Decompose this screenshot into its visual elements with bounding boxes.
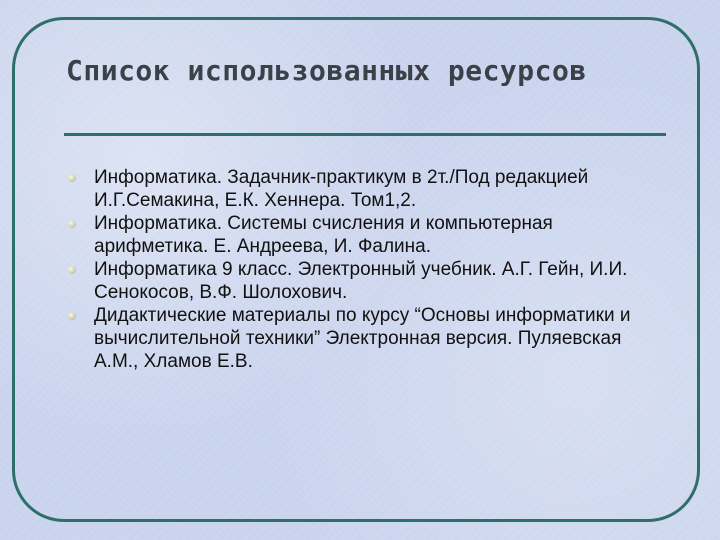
list-item [66,212,666,258]
round-bullet-icon [68,174,76,182]
list-item [66,304,666,373]
slide-title: Список использованных ресурсов [66,54,587,87]
round-bullet-icon [68,266,76,274]
title-divider [64,133,666,136]
round-bullet-icon [68,312,76,320]
round-bullet-icon [68,220,76,228]
list-item-text: Информатика 9 класс. Электронный учебник. А.Г. Гейн, И.И. Сенокосов, В.Ф. Шолохович. [94,259,628,303]
list-item-text: Информатика. Задачник-практикум в 2т./Под редакцией И.Г.Семакина, Е.К. Хеннера. Том1,2. [94,167,589,211]
list-item [66,166,666,212]
resource-list [66,166,666,373]
list-item-text: Информатика. Системы счисления и компьютерная арифметика. Е. Андреева, И. Фалина. [94,213,553,257]
list-item [66,258,666,304]
list-item-text: Дидактические материалы по курсу “Основы информатики и вычислительной техники” Электронная версия. Пуляевская А.М., Хламов Е.В. [94,305,631,372]
